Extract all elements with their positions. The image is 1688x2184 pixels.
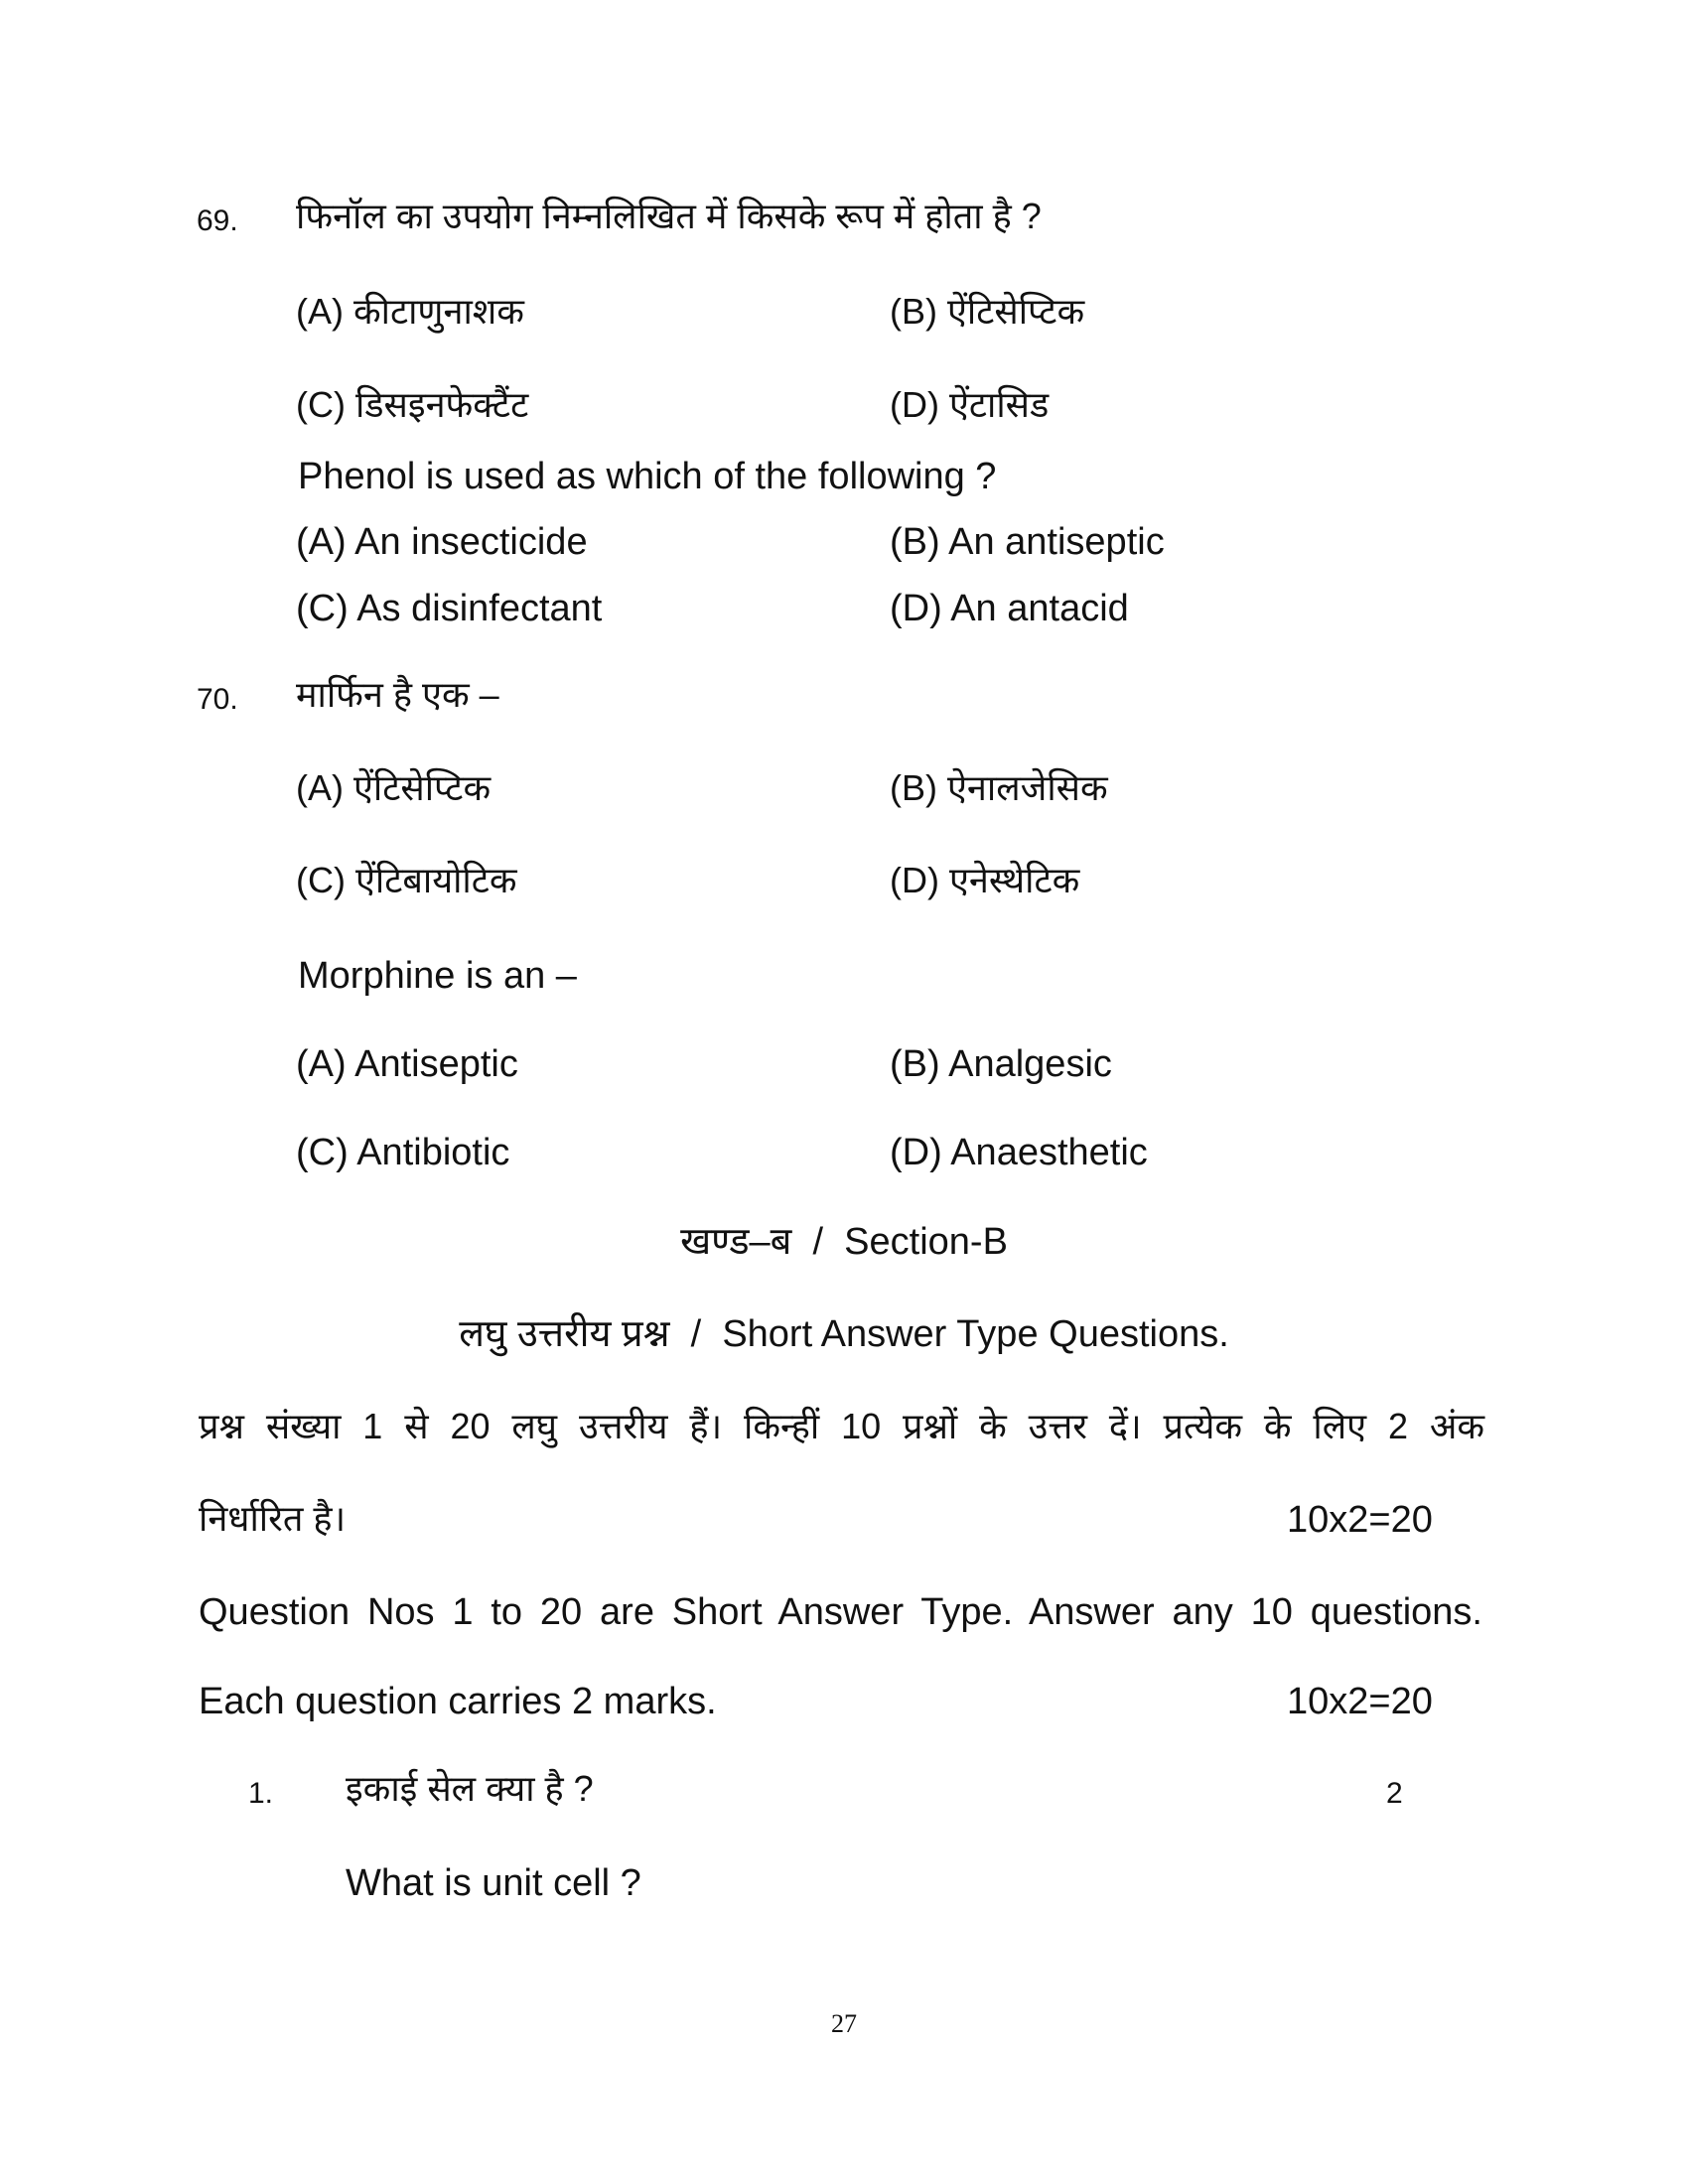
q69-option-c-english: (C) As disinfectant bbox=[296, 588, 603, 629]
q69-option-b-english: (B) An antiseptic bbox=[890, 521, 1165, 563]
q70-option-a-hindi: (A) ऐंटिसेप्टिक bbox=[296, 767, 492, 808]
q69-option-d-english: (D) An antacid bbox=[890, 588, 1129, 629]
q69-option-d-hindi: (D) ऐंटासिड bbox=[890, 384, 1050, 425]
section-subheading: लघु उत्तरीय प्रश्न / Short Answer Type Questions. bbox=[459, 1313, 1229, 1355]
q70-question-hindi: मार्फिन है एक – bbox=[296, 674, 499, 715]
q69-number: 69. bbox=[197, 205, 238, 237]
q1-question-hindi: इकाई सेल क्या है ? bbox=[346, 1768, 594, 1809]
q69-option-a-english: (A) An insecticide bbox=[296, 521, 588, 563]
q70-number: 70. bbox=[197, 683, 238, 716]
q69-option-b-hindi: (B) ऐंटिसेप्टिक bbox=[890, 291, 1085, 332]
q70-option-b-hindi: (B) ऐनालजेसिक bbox=[890, 767, 1108, 808]
q69-option-c-hindi: (C) डिसइनफेक्टैंट bbox=[296, 384, 529, 425]
q70-option-b-english: (B) Analgesic bbox=[890, 1043, 1112, 1085]
instructions-english-line1: Question Nos 1 to 20 are Short Answer Type. Answer any 10 questions. bbox=[199, 1591, 1482, 1633]
q70-option-a-english: (A) Antiseptic bbox=[296, 1043, 518, 1085]
q1-question-english: What is unit cell ? bbox=[346, 1862, 641, 1904]
page-number: 27 bbox=[831, 2009, 857, 2038]
q1-number: 1. bbox=[248, 1777, 274, 1810]
instructions-hindi-line2: निर्धारित है। bbox=[199, 1498, 347, 1539]
q69-question-english: Phenol is used as which of the following ? bbox=[298, 456, 997, 497]
marks-formula-hindi: 10x2=20 bbox=[1287, 1499, 1433, 1541]
q69-question-hindi: फिनॉल का उपयोग निम्नलिखित में किसके रूप में होता है ? bbox=[296, 196, 1042, 236]
q70-question-english: Morphine is an – bbox=[298, 955, 577, 997]
q70-option-c-english: (C) Antibiotic bbox=[296, 1132, 510, 1173]
q70-option-d-hindi: (D) एनेस्थेटिक bbox=[890, 860, 1080, 900]
instructions-english-line2: Each question carries 2 marks. bbox=[199, 1681, 717, 1722]
instructions-hindi-line1: प्रश्न संख्या 1 से 20 लघु उत्तरीय हैं। किन्हीं 10 प्रश्नों के उत्तर दें। प्रत्येक के लिए 2 अंक bbox=[199, 1406, 1484, 1446]
q1-marks: 2 bbox=[1386, 1777, 1403, 1810]
q70-option-d-english: (D) Anaesthetic bbox=[890, 1132, 1148, 1173]
marks-formula-english: 10x2=20 bbox=[1287, 1681, 1433, 1722]
section-heading: खण्ड–ब / Section-B bbox=[680, 1221, 1008, 1263]
q69-option-a-hindi: (A) कीटाणुनाशक bbox=[296, 291, 524, 332]
q70-option-c-hindi: (C) ऐंटिबायोटिक bbox=[296, 860, 517, 900]
